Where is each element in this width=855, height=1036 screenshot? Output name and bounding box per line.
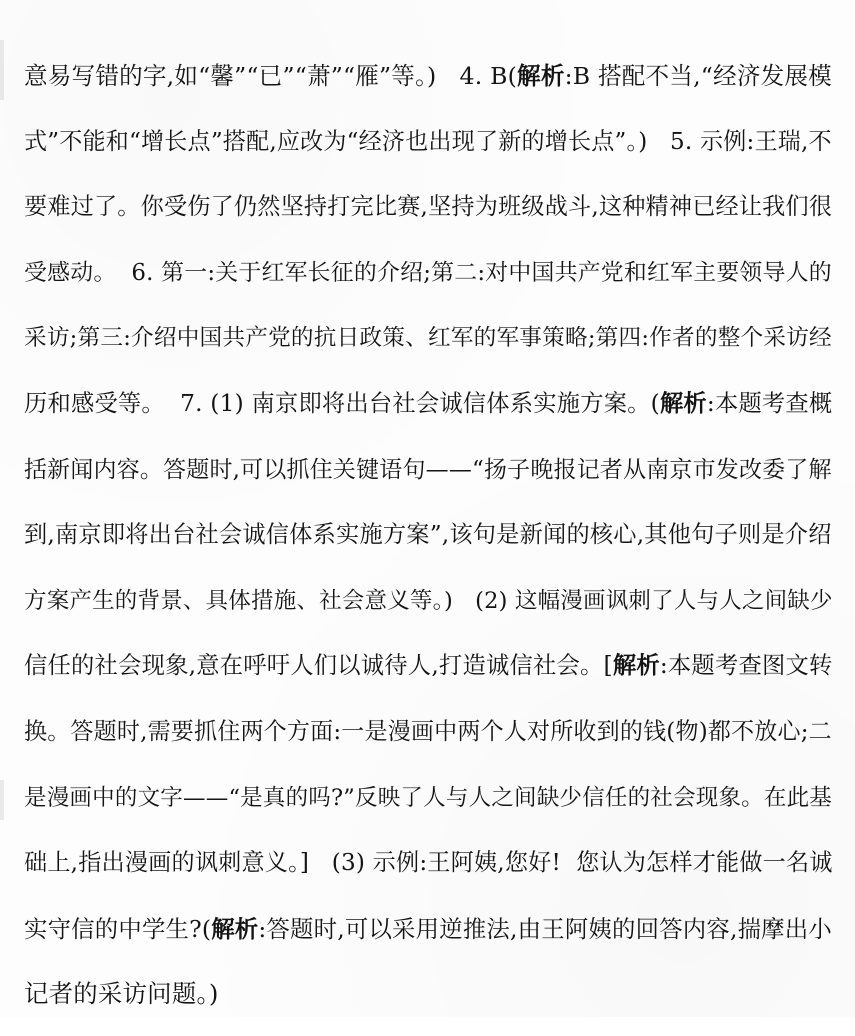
text-segment: 历和感受等。 7. (1) 南京即将出台社会诚信体系实施方案。( xyxy=(24,389,660,417)
text-line xyxy=(24,249,834,315)
text-segment: 信任的社会现象,意在呼吁人们以诚待人,打造诚信社会。[ xyxy=(24,652,613,680)
text-line xyxy=(24,183,834,249)
text-segment: 要难过了。你受伤了仍然坚持打完比赛,坚持为班级战斗,这种精神已经让我们很 xyxy=(24,194,833,221)
text-line xyxy=(24,380,834,446)
scan-edge-artifact xyxy=(0,780,4,820)
text-segment: :B 搭配不当,“经济发展模 xyxy=(564,62,832,90)
text-line xyxy=(24,314,834,380)
text-line xyxy=(24,839,834,905)
text-segment: 到,南京即将出台社会诚信体系实施方案”,该句是新闻的核心,其他句子则是介绍 xyxy=(24,521,832,549)
text-line xyxy=(24,446,834,512)
text-line xyxy=(24,577,834,643)
analysis-label: 解析 xyxy=(517,62,565,90)
text-segment: 采访;第三:介绍中国共产党的抗日政策、红军的军事策略;第四:作者的整个采访经 xyxy=(24,325,832,352)
text-line xyxy=(24,970,834,1036)
text-segment: 意易写错的字,如“馨”“已”“萧”“雁”等。) 4. B( xyxy=(24,62,518,90)
text-line xyxy=(24,708,834,774)
text-segment: 实守信的中学生?( xyxy=(24,914,212,943)
text-line xyxy=(24,52,834,118)
text-segment: 换。答题时,需要抓住两个方面:一是漫画中两个人对所收到的钱(物)都不放心;二 xyxy=(24,718,832,745)
text-segment: 是漫画中的文字——“是真的吗?”反映了人与人之间缺少信任的社会现象。在此基 xyxy=(24,784,833,811)
analysis-label: 解析 xyxy=(612,652,660,680)
scan-edge-artifact xyxy=(0,40,4,100)
text-segment: 括新闻内容。答题时,可以抓住关键语句——“扬子晚报记者从南京市发改委了解 xyxy=(24,456,832,483)
text-segment: 式”不能和“增长点”搭配,应改为“经济也出现了新的增长点”。) 5. 示例:王瑞,不 xyxy=(24,128,832,155)
text-segment: :本题考查图文转 xyxy=(659,652,833,680)
answer-text-block xyxy=(24,52,834,1036)
text-line xyxy=(24,642,834,708)
text-segment: 础上,指出漫画的讽刺意义。] (3) 示例:王阿姨,您好! 您认为怎样才能做一名诚 xyxy=(24,850,833,877)
analysis-label: 解析 xyxy=(659,389,707,417)
text-line xyxy=(24,118,834,184)
text-segment: 记者的采访问题。) xyxy=(24,979,219,1009)
text-segment: 方案产生的背景、具体措施、社会意义等。) (2) 这幅漫画讽刺了人与人之间缺少 xyxy=(24,587,833,614)
text-segment: :本题考查概 xyxy=(706,389,833,417)
text-line xyxy=(24,511,834,577)
text-segment: :答题时,可以采用逆推法,由王阿姨的回答内容,揣摩出小 xyxy=(258,914,832,943)
analysis-label: 解析 xyxy=(211,914,259,943)
text-line xyxy=(24,774,834,840)
text-segment: 受感动。 6. 第一:关于红军长征的介绍;第二:对中国共产党和红军主要领导人的 xyxy=(24,259,832,286)
text-line xyxy=(24,905,834,971)
